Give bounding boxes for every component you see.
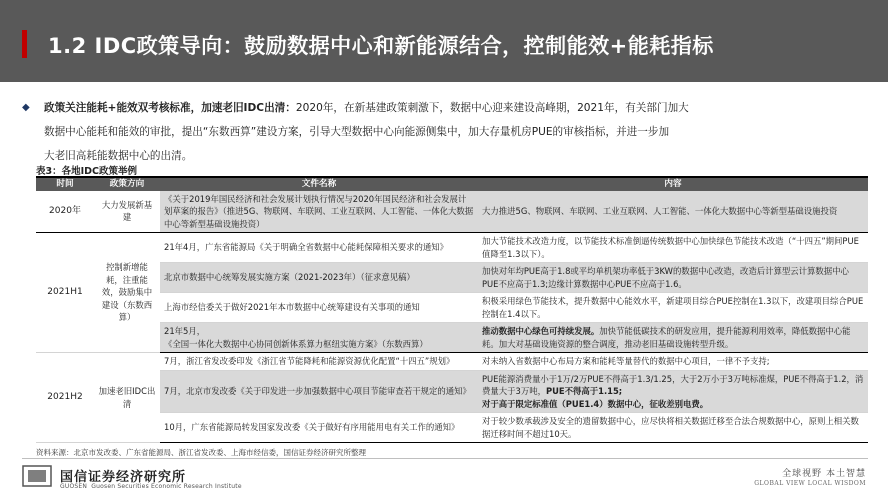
cell-doc: [160, 323, 478, 353]
page-title: 1.2 IDC政策导向：鼓励数据中心和新能源结合，控制能效+能耗指标: [48, 34, 714, 58]
header-direction: 政策方向: [94, 177, 160, 191]
org-name-en-text: Guosen Securities Economic Research Institute: [91, 483, 242, 490]
cell-content: 加大节能技术改造力度，以节能技术标准倒逼传统数据中心加快绿色节能技术改造（“十四五”期间PUE值降至1.3以下）。: [478, 233, 868, 263]
cell-time: 2020年: [36, 191, 94, 233]
table-row: [36, 191, 868, 233]
table-row: [36, 370, 868, 413]
cell-doc: 10月，广东省能源局转发国家发改委《关于做好有序用能用电有关工作的通知》: [160, 413, 478, 443]
cell-content: 大力推进5G、物联网、车联网、工业互联网、人工智能、一体化大数据中心等新型基础设施投资: [478, 191, 868, 233]
table-row: [36, 323, 868, 353]
table-row: [36, 293, 868, 323]
table-row: [36, 353, 868, 371]
header-content: 内容: [478, 177, 868, 191]
doc-title: 《全国一体化大数据中心协同创新体系算力枢纽实施方案》（东数西算）: [164, 338, 428, 349]
header-time: 时间: [36, 177, 94, 191]
intro-line-3: 大老旧高耗能数据中心的出清。: [44, 150, 193, 162]
table-caption: 表3：各地IDC政策举例: [36, 166, 138, 177]
intro-paragraph: [22, 96, 868, 168]
slogan-cn: 全球视野 本土智慧: [782, 469, 866, 479]
content-bold: 推动数据中心绿色可持续发展。: [482, 326, 600, 336]
cell-content: [478, 323, 868, 353]
logo-text: GUOSEN: [60, 483, 88, 490]
cell-direction: 控制新增能耗，注重能效，鼓励集中建设（东数西算）: [94, 233, 160, 353]
cell-content: 积极采用绿色节能技术，提升数据中心能效水平，新建项目综合PUE控制在1.3以下，改建项目综合PUE控制在1.4以下。: [478, 293, 868, 323]
table-row: [36, 263, 868, 293]
header-doc: 文件名称: [160, 177, 478, 191]
cell-content: 加快对年均PUE高于1.8或平均单机架功率低于3KW的数据中心改造，改造后计算型云计算数据中心PUE不应高于1.3;边缘计算数据中心PUE不应高于1.6。: [478, 263, 868, 293]
title-bar: [0, 0, 888, 82]
guosen-logo-icon: [22, 465, 52, 487]
content-part-b: PUE不得高于1.15;: [545, 386, 623, 396]
cell-content: 对于较少数承载涉及安全的遗留数据中心，应尽快将相关数据迁移至合法合规数据中心，原则上相关数据迁移时间不超过10天。: [478, 413, 868, 443]
org-name-cn: 国信证券经济研究所: [60, 470, 187, 485]
policy-table: [36, 176, 868, 443]
cell-time: 2021H1: [36, 233, 94, 353]
intro-line-2: 数据中心能耗和能效的审批，提出“东数西算”建设方案，引导大型数据中心向能源侧集中，加大存量机房PUE的审核指标，并进一步加: [44, 126, 670, 138]
diamond-bullet-icon: ◆: [22, 102, 30, 113]
content-rest: 加快节能低碳技术的研发应用，提升能源利用效率，降低数据中心能耗。加大对基础设施资源的整合调度，推动老旧基础设施转型升级。: [482, 326, 851, 349]
cell-doc: 上海市经信委关于做好2021年本市数据中心统筹建设有关事项的通知: [160, 293, 478, 323]
doc-date: 21年5月，: [164, 326, 206, 336]
table-row: [36, 413, 868, 443]
cell-doc: 21年4月，广东省能源局《关于明确全省数据中心能耗保障相关要求的通知》: [160, 233, 478, 263]
title-accent: [22, 30, 27, 58]
content-part-c: 对于高于限定标准值（PUE1.4）数据中心，征收差别电费。: [482, 398, 709, 409]
intro-bold-lead: 政策关注能耗+能效双考核标准，加速老旧IDC出清：: [44, 102, 296, 114]
table-header-row: [36, 177, 868, 191]
cell-content: [478, 370, 868, 413]
slogan-en: GLOBAL VIEW LOCAL WISDOM: [754, 480, 866, 487]
intro-line-1: 2020年，在新基建政策刺激下，数据中心迎来建设高峰期，2021年，有关部门加大: [295, 102, 689, 114]
cell-content: 对未纳入省数据中心布局方案和能耗等量替代的数据中心项目，一律不予支持;: [478, 353, 868, 371]
cell-doc: 《关于2019年国民经济和社会发展计划执行情况与2020年国民经济和社会发展计划草案的报告》（推进5G、物联网、车联网、工业互联网、人工智能、一体化大数据中心等新型基础设施投资）: [160, 191, 478, 233]
cell-time: 2021H2: [36, 353, 94, 443]
cell-direction: 加速老旧IDC出清: [94, 353, 160, 443]
footer-divider: [22, 458, 868, 459]
cell-doc: 7月，北京市发改委《关于印发进一步加强数据中心项目节能审查若干规定的通知》: [160, 370, 478, 413]
org-name-en: [60, 483, 242, 490]
table-row: [36, 233, 868, 263]
content-part-a: PUE能源消费量小于1万/2万PUE不得高于1.3/1.25，大于2万小于3万吨标准煤，PUE不得高于1.2，消费量大于3万吨，: [482, 373, 864, 396]
cell-doc: 7月，浙江省发改委印发《浙江省节能降耗和能源资源优化配置“十四五”规划》: [160, 353, 478, 371]
cell-direction: 大力发展新基建: [94, 191, 160, 233]
cell-doc: 北京市数据中心统筹发展实施方案（2021-2023年）（征求意见稿）: [160, 263, 478, 293]
source-note: 资料来源：北京市发改委、广东省能源局、浙江省发改委、上海市经信委，国信证券经济研究所整理: [36, 448, 366, 457]
